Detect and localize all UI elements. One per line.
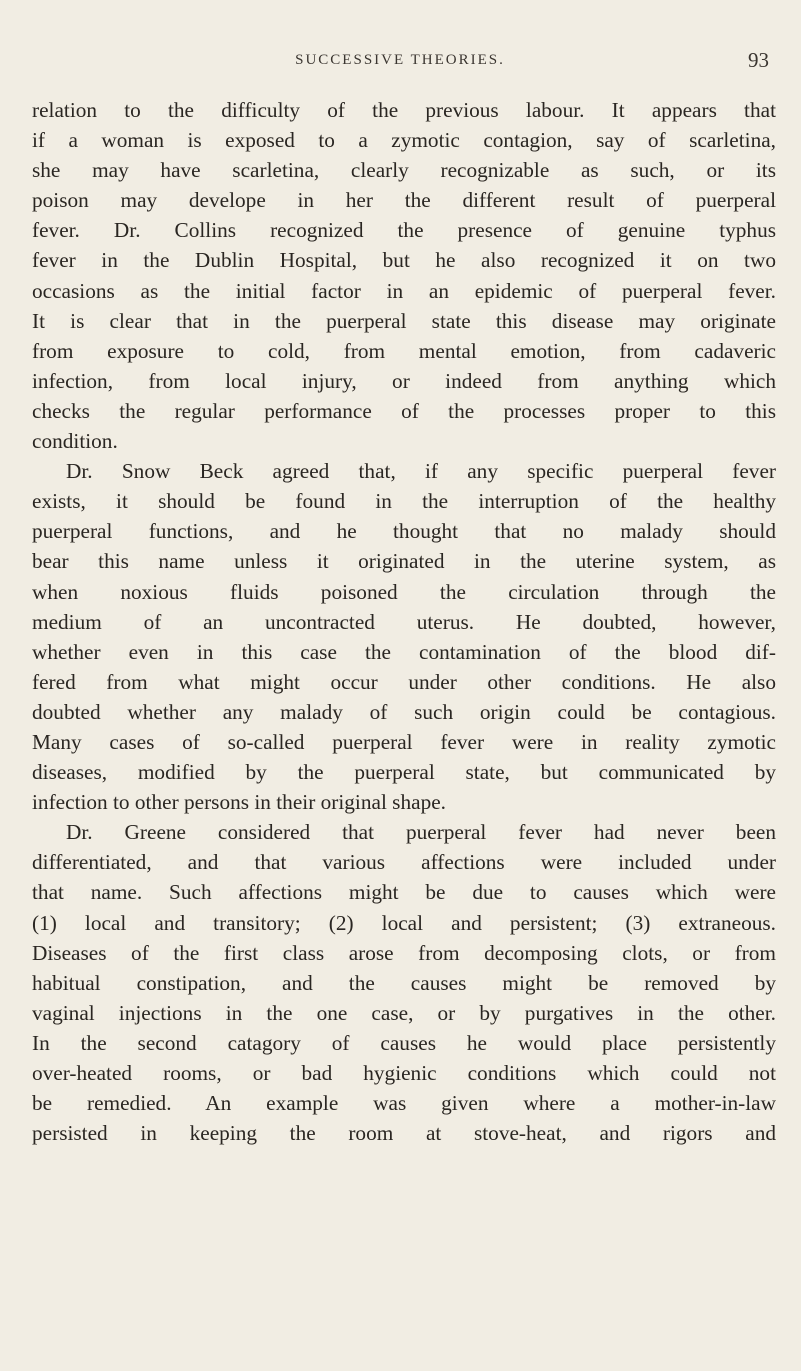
paragraph-start-line: Dr. Greene considered that puerperal fever had never been <box>66 820 776 845</box>
paragraph-start-line: Dr. Snow Beck agreed that, if any specific puerperal fever <box>66 459 776 484</box>
text-line: fered from what might occur under other conditions. He also <box>32 669 776 694</box>
text-line: Many cases of so-called puerperal fever were in reality zymotic <box>32 729 776 754</box>
text-line: habitual constipation, and the causes might be removed by <box>32 970 776 995</box>
text-line: vaginal injections in the one case, or by purgatives in the other. <box>32 1000 776 1025</box>
text-line: when noxious fluids poisoned the circulation through the <box>32 579 776 604</box>
text-line: be remedied. An example was given where a mother-in-law <box>32 1091 776 1116</box>
text-line: bear this name unless it originated in the uterine system, as <box>32 549 776 574</box>
text-line: if a woman is exposed to a zymotic contagion, say of scarletina, <box>32 128 776 153</box>
text-line: from exposure to cold, from mental emotion, from cadaveric <box>32 338 776 363</box>
text-line: condition. <box>32 429 118 454</box>
text-line: exists, it should be found in the interruption of the healthy <box>32 489 776 514</box>
text-line: doubted whether any malady of such origin could be contagious. <box>32 699 776 724</box>
text-line: occasions as the initial factor in an epidemic of puerperal fever. <box>32 278 776 303</box>
text-line: infection, from local injury, or indeed from anything which <box>32 368 776 393</box>
body-text <box>32 95 776 1148</box>
text-line: infection to other persons in their original shape. <box>32 790 446 815</box>
text-line: (1) local and transitory; (2) local and persistent; (3) extraneous. <box>32 910 776 935</box>
text-line: Diseases of the first class arose from decomposing clots, or from <box>32 940 776 965</box>
text-line: diseases, modified by the puerperal state, but communicated by <box>32 760 776 785</box>
text-line: checks the regular performance of the processes proper to this <box>32 398 776 423</box>
text-line: that name. Such affections might be due to causes which were <box>32 880 776 905</box>
text-line: poison may develope in her the different result of puerperal <box>32 188 776 213</box>
text-line: relation to the difficulty of the previous labour. It appears that <box>32 98 776 122</box>
text-line: puerperal functions, and he thought that no malady should <box>32 519 776 544</box>
text-line: fever. Dr. Collins recognized the presence of genuine typhus <box>32 218 776 243</box>
text-line: medium of an uncontracted uterus. He doubted, however, <box>32 609 776 634</box>
text-line: fever in the Dublin Hospital, but he also recognized it on two <box>32 248 776 273</box>
text-line: whether even in this case the contamination of the blood dif- <box>32 639 776 664</box>
page-number: 93 <box>748 48 769 72</box>
text-line: It is clear that in the puerperal state this disease may originate <box>32 308 776 333</box>
text-line: she may have scarletina, clearly recognizable as such, or its <box>32 158 776 183</box>
text-line: persisted in keeping the room at stove-heat, and rigors and <box>32 1121 776 1146</box>
text-line: differentiated, and that various affections were included under <box>32 850 776 875</box>
running-head: SUCCESSIVE THEORIES. <box>295 52 505 68</box>
text-line: over-heated rooms, or bad hygienic conditions which could not <box>32 1061 776 1085</box>
text-line: In the second catagory of causes he would place persistently <box>32 1030 776 1055</box>
